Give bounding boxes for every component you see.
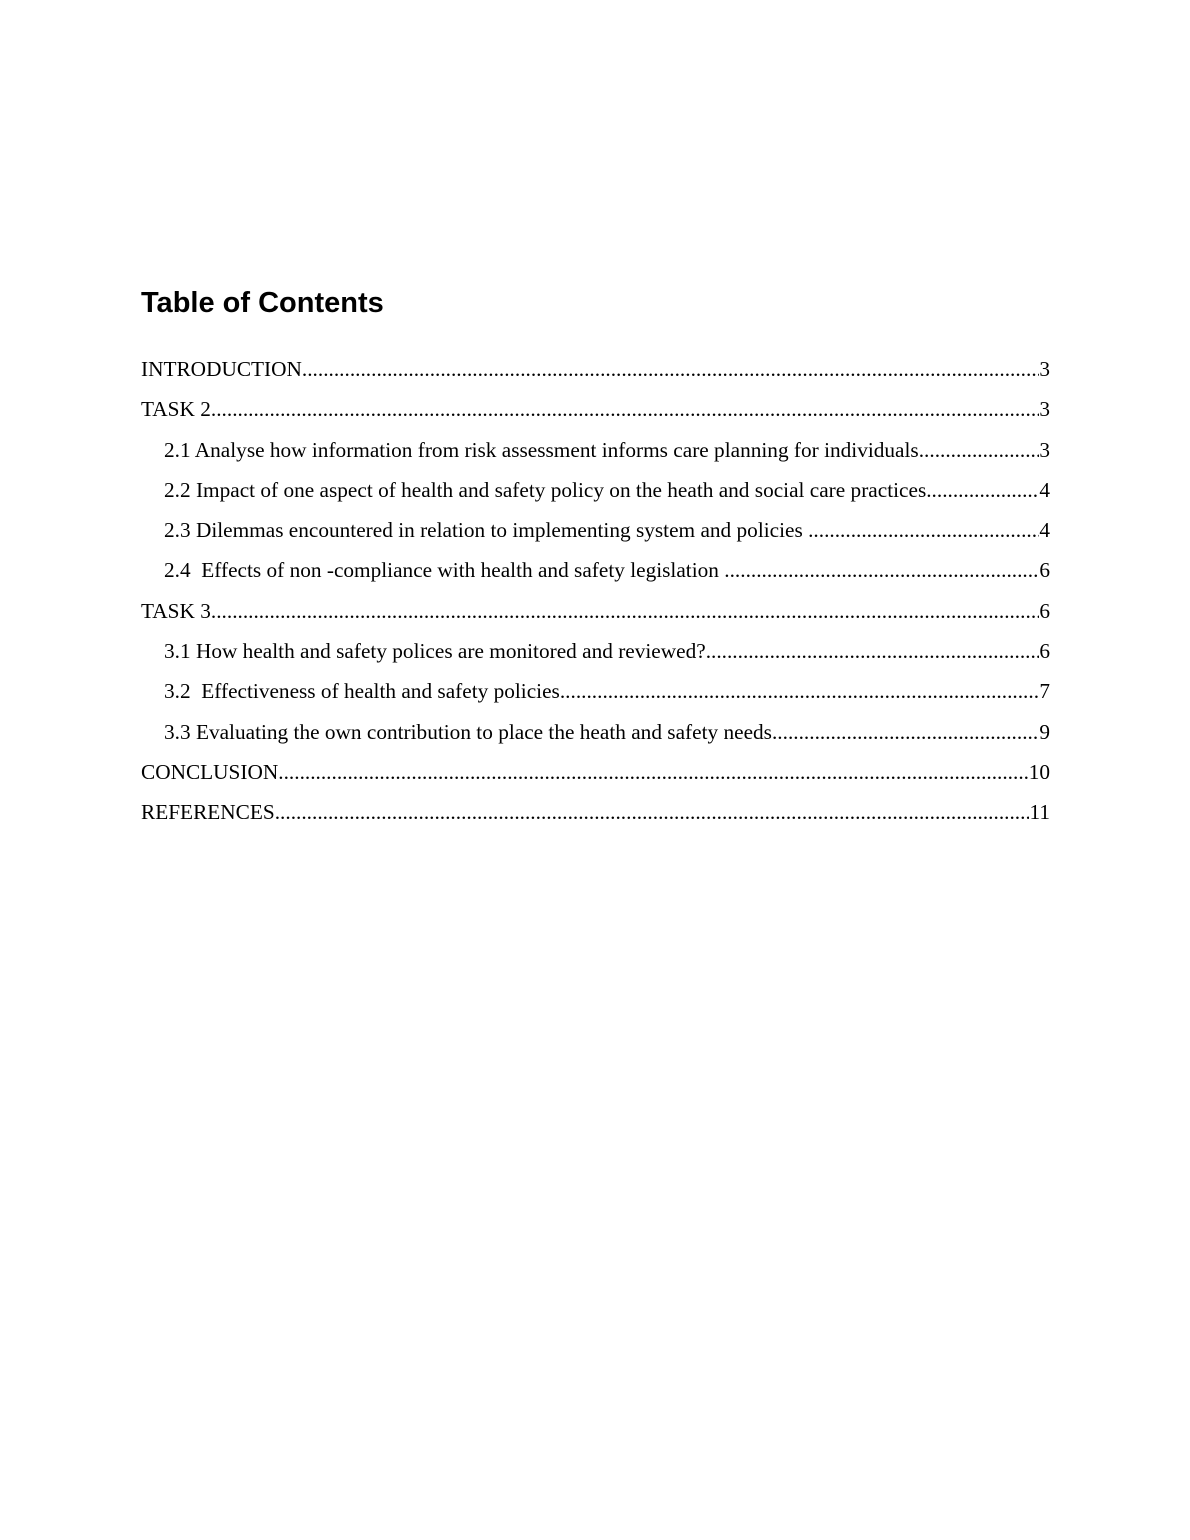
toc-page-number: 4: [1039, 518, 1050, 543]
toc-entry-conclusion[interactable]: [141, 752, 1050, 792]
toc-entry-2-2[interactable]: [141, 470, 1050, 510]
toc-entry-text: 3.2 Effectiveness of health and safety policies: [164, 679, 560, 704]
toc-dot-leader: [926, 470, 1039, 510]
toc-dot-leader: [278, 752, 1028, 792]
toc-entry-introduction[interactable]: [141, 349, 1050, 389]
toc-entry-2-4[interactable]: [141, 550, 1050, 590]
toc-dot-leader: [919, 430, 1040, 470]
table-of-contents: [141, 283, 1050, 833]
toc-entry-text: 3.3 Evaluating the own contribution to place the heath and safety needs: [164, 719, 772, 744]
toc-page-number: 6: [1039, 639, 1050, 664]
toc-entry-text: 3.1 How health and safety polices are monitored and reviewed?: [164, 639, 706, 664]
toc-dot-leader: [275, 792, 1030, 832]
toc-entry-text: REFERENCES: [141, 800, 275, 825]
toc-entry-text: 2.3 Dilemmas encountered in relation to implementing system and policies: [164, 518, 809, 543]
toc-dot-leader: [772, 712, 1039, 752]
toc-entry-text: CONCLUSION: [141, 759, 279, 784]
toc-entry-2-3[interactable]: [141, 510, 1050, 550]
toc-entry-text: TASK 2: [141, 397, 211, 422]
toc-dot-leader: [724, 550, 1039, 590]
toc-entry-text: 2.4 Effects of non -compliance with health and safety legislation: [164, 558, 725, 583]
toc-list: [141, 349, 1050, 833]
toc-page-number: 4: [1039, 477, 1050, 502]
toc-page-number: 6: [1039, 558, 1050, 583]
toc-dot-leader: [211, 389, 1039, 429]
toc-page-number: 9: [1039, 719, 1050, 744]
toc-page-number: 3: [1039, 357, 1050, 381]
toc-entry-3-2[interactable]: [141, 671, 1050, 711]
toc-dot-leader: [211, 591, 1039, 631]
toc-page-number: 3: [1039, 397, 1050, 422]
toc-dot-leader: [808, 510, 1039, 550]
toc-entry-text: INTRODUCTION: [141, 357, 302, 381]
toc-title: Table of Contents: [141, 287, 384, 319]
toc-page-number: 7: [1039, 679, 1050, 704]
toc-entry-3-3[interactable]: [141, 712, 1050, 752]
toc-page-number: 11: [1029, 800, 1050, 825]
toc-dot-leader: [560, 671, 1040, 711]
toc-page-number: 10: [1028, 759, 1050, 784]
toc-entry-3-1[interactable]: [141, 631, 1050, 671]
toc-dot-leader: [706, 631, 1040, 671]
toc-entry-task-3[interactable]: [141, 591, 1050, 631]
toc-entry-text: TASK 3: [141, 598, 211, 623]
toc-page-number: 6: [1039, 598, 1050, 623]
toc-entry-text: 2.1 Analyse how information from risk assessment informs care planning for individuals: [164, 437, 919, 462]
toc-dot-leader: [302, 349, 1039, 389]
toc-entry-task-2[interactable]: [141, 389, 1050, 429]
toc-entry-2-1[interactable]: [141, 430, 1050, 470]
toc-entry-references[interactable]: [141, 792, 1050, 832]
toc-page-number: 3: [1039, 437, 1050, 462]
toc-entry-text: 2.2 Impact of one aspect of health and safety policy on the heath and social care practices: [164, 477, 927, 502]
